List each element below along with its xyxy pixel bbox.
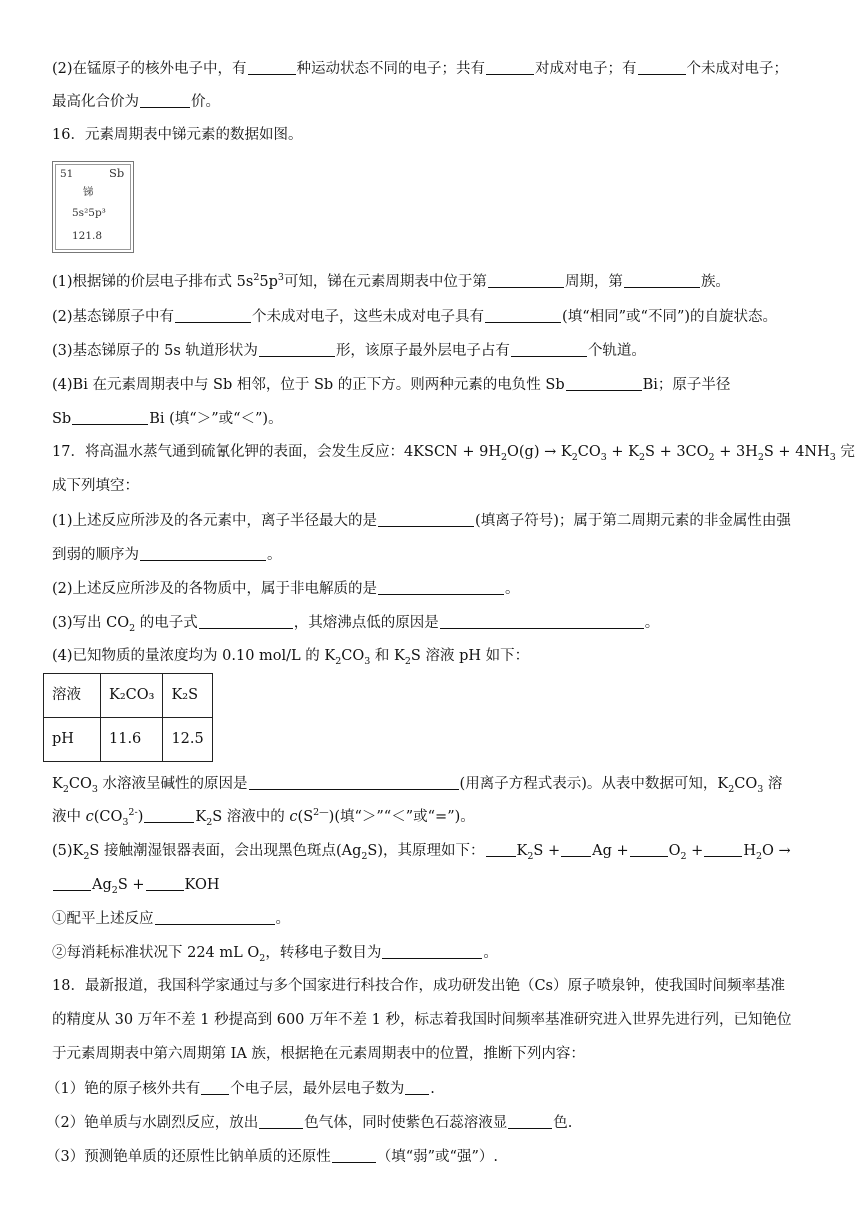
- text: 。: [505, 581, 520, 597]
- q18-stem-line1: 18．最新报道，我国科学家通过与多个国家进行科技合作，成功研发出铯（Cs）原子喷泉钟，使我国时间频率基准: [52, 978, 785, 994]
- text: S 接触潮湿银器表面，会出现黑色斑点(Ag: [89, 843, 362, 859]
- text: (2)在锰原子的核外电子中，有: [52, 61, 247, 77]
- text: Ag: [92, 877, 112, 893]
- answer-blank[interactable]: [561, 842, 591, 857]
- text: CO: [68, 776, 92, 792]
- q17-part4-line2: $K_2CO_3$ 水溶液呈碱性的原因是 (用离子方程式表示)。从表中数据可知，$K_2CO_3$ 溶: [52, 776, 783, 795]
- superscript: 2—: [313, 807, 329, 819]
- q17-part2: [52, 580, 520, 598]
- text: 形，该原子最外层电子占有: [335, 343, 510, 359]
- answer-blank[interactable]: [72, 410, 148, 425]
- text: (2)基态锑原子中有: [52, 309, 175, 325]
- answer-blank[interactable]: [378, 580, 504, 595]
- text: 的电子式: [135, 615, 198, 631]
- text: 液中: [52, 809, 86, 825]
- text: 个轨道。: [587, 343, 646, 359]
- answer-blank[interactable]: [511, 342, 587, 357]
- answer-blank[interactable]: [378, 512, 474, 527]
- q17-part1-line2: [52, 546, 282, 564]
- table-cell: K₂CO₃: [101, 674, 163, 718]
- text: K: [516, 843, 528, 859]
- text: c: [85, 809, 94, 825]
- text: ①配平上述反应: [52, 911, 154, 927]
- q17-part4-line3: 液中 $c(CO_3^{2-})$ $K_2S$ 溶液中的 $c(S^{2—})$(填“＞”“＜”或“=”)。: [52, 807, 475, 828]
- q16-part1: [52, 273, 730, 291]
- text: O →: [762, 843, 791, 859]
- table-cell: K₂S: [163, 674, 212, 718]
- text: ，其熔沸点低的原因是: [293, 615, 439, 631]
- text: （1）铯的原子核外共有: [46, 1081, 201, 1097]
- text: 。: [275, 911, 290, 927]
- atomic-number: 51: [60, 168, 74, 180]
- q17-stem-line2: 成下列填空：: [52, 478, 139, 494]
- text: ): [137, 809, 144, 825]
- answer-blank[interactable]: [704, 842, 742, 857]
- ph-table: [43, 673, 213, 762]
- q16-part2: [52, 308, 777, 326]
- answer-blank[interactable]: [332, 1148, 376, 1163]
- q18-part3: [46, 1148, 498, 1166]
- text: 。: [483, 945, 498, 961]
- answer-blank[interactable]: [405, 1080, 429, 1095]
- text: 对成对电子；有: [535, 61, 637, 77]
- text: 个电子层，最外层电子数为: [230, 1081, 405, 1097]
- element-symbol: Sb: [109, 166, 125, 180]
- text: 族。: [700, 274, 730, 290]
- q16-stem: 16．元素周期表中锑元素的数据如图。: [52, 127, 303, 143]
- text: + K: [606, 444, 639, 460]
- text: （3）预测铯单质的还原性比钠单质的还原性: [46, 1149, 331, 1165]
- answer-blank[interactable]: [140, 546, 266, 561]
- q18-stem-line3: 于元素周期表中第六周期第 IA 族，根据艳在元素周期表中的位置，推断下列内容：: [52, 1046, 585, 1062]
- answer-blank[interactable]: [488, 273, 564, 288]
- answer-blank[interactable]: [155, 910, 275, 925]
- text: S 溶液 pH 如下：: [410, 648, 530, 664]
- text: K: [195, 809, 207, 825]
- q16-part4-line1: [52, 376, 730, 394]
- text: 溶: [763, 776, 783, 792]
- text: (1)根据锑的价层电子排布式 5s: [52, 274, 254, 290]
- text: 5p: [259, 274, 278, 290]
- text: ②每消耗标准状况下 224 mL O: [52, 945, 260, 961]
- text: 。: [267, 547, 282, 563]
- q17-part5-line1: $(5)K_2S$ 接触潮湿银器表面，会出现黑色斑点$(Ag_2S)$，其原理如下： $K_2S + Ag + O_2 + H_2O$ →: [52, 843, 791, 862]
- answer-blank[interactable]: [259, 342, 335, 357]
- text: (填“相同”或“不同”)的自旋状态。: [562, 309, 778, 325]
- table-row: [44, 674, 213, 718]
- text: (2)上述反应所涉及的各物质中，属于非电解质的是: [52, 581, 378, 597]
- q16-part4-line2: [52, 410, 283, 428]
- answer-blank[interactable]: [144, 808, 194, 823]
- text: (5)K: [52, 843, 84, 859]
- answer-blank[interactable]: [175, 308, 251, 323]
- text: (4)Bi 在元素周期表中与 Sb 相邻，位于 Sb 的正下方。则两种元素的电负性 Sb: [52, 377, 565, 393]
- text: O(g) → K: [507, 444, 572, 460]
- answer-blank[interactable]: [248, 60, 296, 75]
- text: 完: [835, 444, 855, 460]
- element-name: 锑: [83, 186, 94, 198]
- text: KOH: [184, 877, 220, 893]
- answer-blank[interactable]: [146, 876, 184, 891]
- text: CO: [734, 776, 758, 792]
- answer-blank[interactable]: [382, 944, 482, 959]
- text: 。: [644, 615, 660, 631]
- q17-part3: (3)写出 $CO_2$ 的电子式 ，其熔沸点低的原因是 。: [52, 615, 660, 634]
- text: 可知，锑在元素周期表中位于第: [283, 274, 487, 290]
- answer-blank[interactable]: [630, 842, 668, 857]
- text: 17．将高温水蒸气通到硫氰化钾的表面，会发生反应：4KSCN + 9H: [52, 444, 501, 460]
- text: K: [52, 776, 63, 792]
- q17-part4: (4)已知物质的量浓度均为 0.10 mol/L 的 $K_2CO_3$ 和 $K_2S$ 溶液 pH 如下：: [52, 648, 530, 667]
- text: (3)基态锑原子的 5s 轨道形状为: [52, 343, 258, 359]
- text: S 溶液中的: [212, 809, 290, 825]
- text: ，转移电子数目为: [265, 945, 382, 961]
- answer-blank[interactable]: [566, 376, 642, 391]
- element-card-antimony: [52, 161, 134, 253]
- q15-part2-line1: [52, 60, 788, 78]
- text: c: [289, 809, 298, 825]
- text: (填离子符号)；属于第二周期元素的非金属性由强: [475, 513, 791, 529]
- text: (用离子方程式表示)。从表中数据可知，K: [459, 776, 729, 792]
- text: H: [743, 843, 756, 859]
- text: 到弱的顺序为: [52, 547, 139, 563]
- answer-blank[interactable]: [249, 775, 459, 790]
- text: (CO: [93, 809, 123, 825]
- text: Ag +: [592, 843, 629, 859]
- q18-part1: [46, 1080, 435, 1098]
- text: S + 4NH: [763, 444, 830, 460]
- text: 和 K: [370, 648, 405, 664]
- text: (4)已知物质的量浓度均为 0.10 mol/L 的 K: [52, 648, 336, 664]
- text: +: [686, 843, 704, 859]
- q15-part2-line2: [52, 93, 220, 111]
- text: (1)上述反应所涉及的各元素中，离子半径最大的是: [52, 513, 378, 529]
- text: 个未成对电子，这些未成对电子具有: [252, 309, 485, 325]
- q17-stem-line1: 17．将高温水蒸气通到硫氰化钾的表面，会发生反应：4KSCN + $9H_2O(g) \to K_2CO_3 + K_2S + 3CO_2 + 3H_2S + 4NH_3$ 完: [52, 444, 855, 463]
- text: 最高化合价为: [52, 94, 139, 110]
- text: S +: [533, 843, 561, 859]
- text: Sb: [52, 411, 72, 427]
- text: S + 3CO: [645, 444, 709, 460]
- answer-blank[interactable]: [440, 614, 644, 629]
- superscript: 3: [277, 272, 284, 284]
- table-cell: 11.6: [101, 718, 163, 762]
- text: 种运动状态不同的电子；共有: [296, 61, 486, 77]
- text: .: [430, 1081, 435, 1097]
- text: (3)写出 CO: [52, 615, 130, 631]
- table-cell: 12.5: [163, 718, 212, 762]
- answer-blank[interactable]: [485, 308, 561, 323]
- q18-stem-line2: 的精度从 30 万年不差 1 秒提高到 600 万年不差 1 秒，标志着我国时间频率基准研究进入世界先进行列，已知铯位: [52, 1012, 792, 1028]
- answer-blank[interactable]: [53, 876, 91, 891]
- superscript: 2-: [128, 807, 138, 819]
- text: 色.: [553, 1115, 573, 1131]
- text: 周期，第: [564, 274, 623, 290]
- q17-part1-line1: [52, 512, 791, 530]
- q16-part3: [52, 342, 646, 360]
- text: （填“弱”或“强”）.: [376, 1149, 498, 1165]
- answer-blank[interactable]: [259, 1114, 303, 1129]
- superscript: 2: [253, 272, 260, 284]
- q17-part5-line2: $Ag_2S$ + KOH: [52, 876, 220, 894]
- answer-blank[interactable]: [486, 842, 516, 857]
- q18-part2: [46, 1114, 572, 1132]
- table-cell: pH: [44, 718, 101, 762]
- text: CO: [577, 444, 601, 460]
- answer-blank[interactable]: [638, 60, 686, 75]
- text: Bi；原子半径: [642, 377, 731, 393]
- text: )(填“＞”“＜”或“=”)。: [328, 809, 475, 825]
- answer-blank[interactable]: [508, 1114, 552, 1129]
- text: 个未成对电子；: [686, 61, 789, 77]
- text: (S: [297, 809, 314, 825]
- text: S)，其原理如下：: [367, 843, 485, 859]
- atomic-mass: 121.8: [72, 230, 103, 242]
- text: 水溶液呈碱性的原因是: [97, 776, 248, 792]
- q17-sub1: [52, 910, 290, 928]
- text: + 3H: [714, 444, 758, 460]
- table-cell: 溶液: [44, 674, 101, 718]
- text: （2）铯单质与水剧烈反应，放出: [46, 1115, 259, 1131]
- text: 价。: [191, 94, 220, 110]
- text: O: [668, 843, 681, 859]
- text: S +: [117, 877, 145, 893]
- text: 色气体，同时使紫色石蕊溶液显: [304, 1115, 508, 1131]
- text: CO: [341, 648, 365, 664]
- text: Bi (填“＞”或“＜”)。: [149, 411, 283, 427]
- answer-blank[interactable]: [624, 273, 700, 288]
- answer-blank[interactable]: [140, 93, 190, 108]
- answer-blank[interactable]: [201, 1080, 229, 1095]
- electron-config: 5s²5p³: [72, 207, 106, 219]
- q17-sub2: ②每消耗标准状况下 224 mL $O_2$，转移电子数目为 。: [52, 945, 498, 964]
- table-row: [44, 718, 213, 762]
- answer-blank[interactable]: [199, 614, 293, 629]
- answer-blank[interactable]: [486, 60, 534, 75]
